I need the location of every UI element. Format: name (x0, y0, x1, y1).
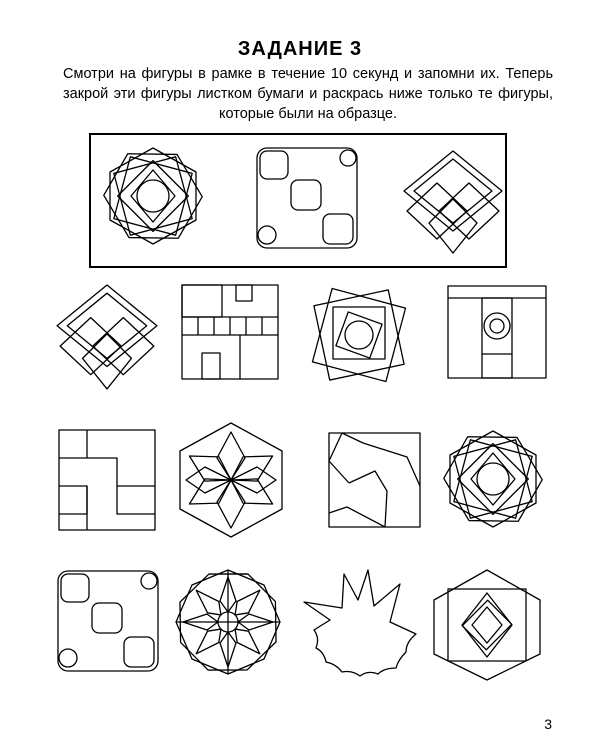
option-ring-in-square-figure[interactable] (446, 284, 548, 380)
option-nested-diamonds-figure[interactable] (55, 283, 159, 391)
option-rosette-hexagon-figure[interactable] (443, 425, 543, 533)
option-rounded-squares-figure[interactable] (56, 569, 160, 673)
page-title: ЗАДАНИЕ 3 (237, 38, 363, 60)
option-star-cutout-square-figure[interactable] (327, 431, 422, 529)
page-number: 3 (544, 716, 552, 732)
option-grid-rectangles-figure[interactable] (180, 283, 280, 381)
sample-rounded-squares-figure (255, 146, 359, 250)
option-wavy-star-figure[interactable] (302, 568, 420, 680)
option-hexagon-star-figure[interactable] (177, 420, 285, 540)
sample-rosette-hexagon-figure (103, 146, 203, 246)
option-rotated-squares-figure[interactable] (305, 287, 413, 385)
option-stepped-squares-figure[interactable] (57, 428, 157, 532)
task-instructions: Смотри на фигуры в рамке в течение 10 секунд и запомни их. Теперь закрой эти фигуры листком бумаги и раскрась ниже только те фигуры, которые были на образце. (63, 66, 553, 122)
sample-nested-diamonds-figure (402, 149, 504, 255)
option-hexagon-square-diamond-figure[interactable] (428, 567, 546, 683)
option-flower-octagon-figure[interactable] (173, 567, 283, 677)
